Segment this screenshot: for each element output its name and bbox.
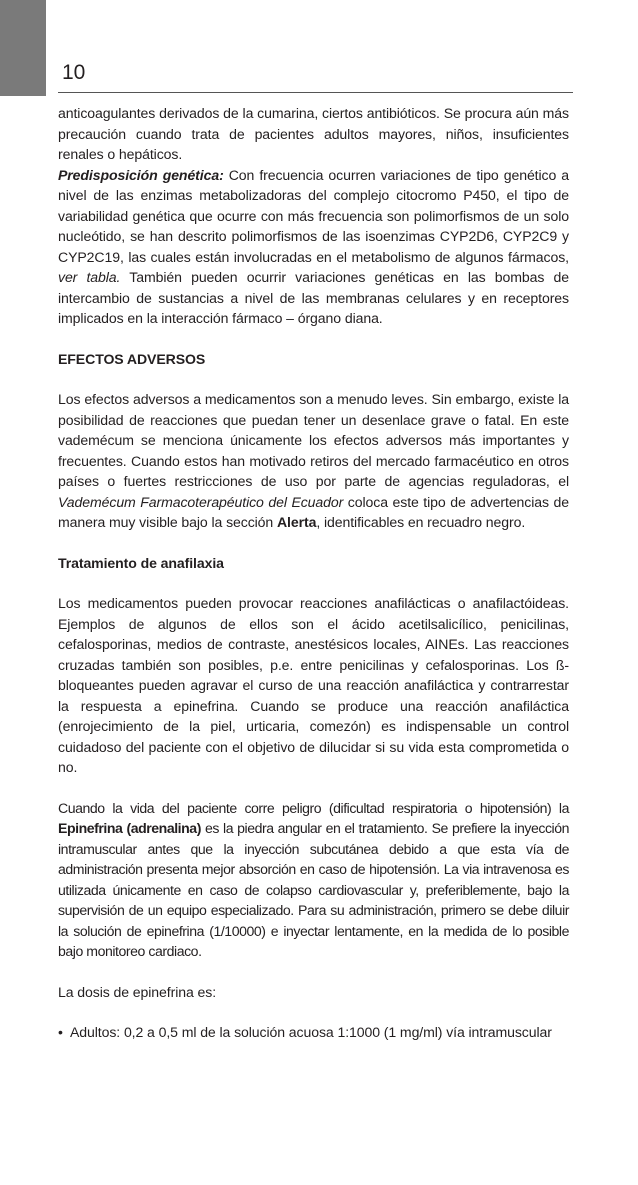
alert-keyword: Alerta bbox=[276, 514, 317, 530]
header-rule bbox=[58, 92, 573, 93]
predisposition-text-1: Con frecuencia ocurren variaciones de tipo genético a nivel de las enzimas metabolizadoras del complejo citocromo P450, el tipo de variabilidad genética que ocurre con más frecuencia son polimorfismos de un solo nucleótido, se han descrito polimorfismos de las isoenzimas CYP2D6, CYP2C9 y CYP2C19, las cuales están involucradas en el metabolismo de algunos fármacos, bbox=[58, 166, 570, 265]
dose-adults: Adultos: 0,2 a 0,5 ml de la solución acuosa 1:1000 (1 mg/ml) vía intramuscular bbox=[70, 1024, 552, 1040]
anaphylaxis-text-2b: es la piedra angular en el tratamiento. Se prefiere la inyección intramuscular antes que la inyección subcutánea debido a que esta vía de administración presenta mejor absorción en caso de hipotensión. La via intravenosa es utilizada únicamente en caso de colapso cardiovascular y, preferiblemente, bajo la supervisión de un equipo especializado. Para su administración, primero se debe diluir la solución de epinefrina (1/10000) e inyectar lentamente, en la medida de lo posible bajo monitoreo cardiaco. bbox=[58, 820, 569, 959]
table-reference: ver tabla. bbox=[58, 269, 121, 285]
epinephrine-drug-name: Epinefrina (adrenalina) bbox=[58, 820, 201, 836]
intro-paragraph: anticoagulantes derivados de la cumarina, ciertos antibióticos. Se procura aún más precaución cuando trata de pacientes adultos mayores, niños, insuficientes renales o hepáticos. bbox=[58, 105, 569, 162]
adverse-effects-text-1: Los efectos adversos a medicamentos son a menudo leves. Sin embargo, existe la posibilidad de reacciones que puedan tener un desenlace grave o fatal. En este vademécum se menciona únicamente los efectos adversos más importantes y frecuentes. Cuando estos han motivado retiros del mercado farmacéutico en otros países o fuertes restricciones de uso por parte de agencias reguladoras, el bbox=[58, 391, 569, 489]
page-number: 10 bbox=[62, 61, 86, 84]
anaphylaxis-text-2a: Cuando la vida del paciente corre peligro (dificultad respiratoria o hipotensión) la bbox=[58, 799, 569, 816]
list-item bbox=[58, 1022, 569, 1043]
anaphylaxis-paragraph-2 bbox=[58, 798, 569, 962]
bullet-icon: • bbox=[58, 1024, 63, 1040]
chapter-tab bbox=[0, 0, 46, 96]
adverse-effects-text-2: coloca este tipo de advertencias de manera muy visible bajo la sección bbox=[58, 493, 569, 530]
anaphylaxis-heading: Tratamiento de anafilaxia bbox=[58, 554, 224, 571]
adverse-effects-text-3: , identificables en recuadro negro. bbox=[316, 514, 526, 530]
predisposition-paragraph bbox=[58, 165, 569, 329]
anaphylaxis-paragraph-1: Los medicamentos pueden provocar reacciones anafilácticas o anafilactóideas. Ejemplos de algunos de ellos son el ácido acetilsalicílico, penicilinas, cefalosporinas, medios de contraste, anestésicos locales, AINEs. Las reacciones cruzadas también son posibles, p.e. entre penicilinas y cefalosporinas. Los ß-bloqueantes pueden agravar el curso de una reacción anafiláctica y contrarrestar la respuesta a epinefrina. Cuando se produce una reacción anafiláctica (enrojecimiento de la piel, urticaria, comezón) es indispensable un control cuidadoso del paciente con el objetivo de dilucidar si su vida esta comprometida o no. bbox=[58, 595, 569, 775]
dose-intro: La dosis de epinefrina es: bbox=[58, 983, 217, 1000]
adverse-effects-paragraph bbox=[58, 389, 569, 533]
vademecum-title: Vademécum Farmacoterapéutico del Ecuador bbox=[58, 493, 344, 510]
page-body bbox=[58, 103, 569, 1043]
adverse-effects-heading: EFECTOS ADVERSOS bbox=[58, 350, 206, 367]
predisposition-label: Predisposición genética: bbox=[58, 166, 224, 183]
predisposition-text-2: También pueden ocurrir variaciones genéticas en las bombas de intercambio de sustancias a nivel de las membranas celulares y en receptores implicados en la interacción fármaco – órgano diana. bbox=[58, 269, 569, 326]
dose-list bbox=[58, 1022, 569, 1043]
